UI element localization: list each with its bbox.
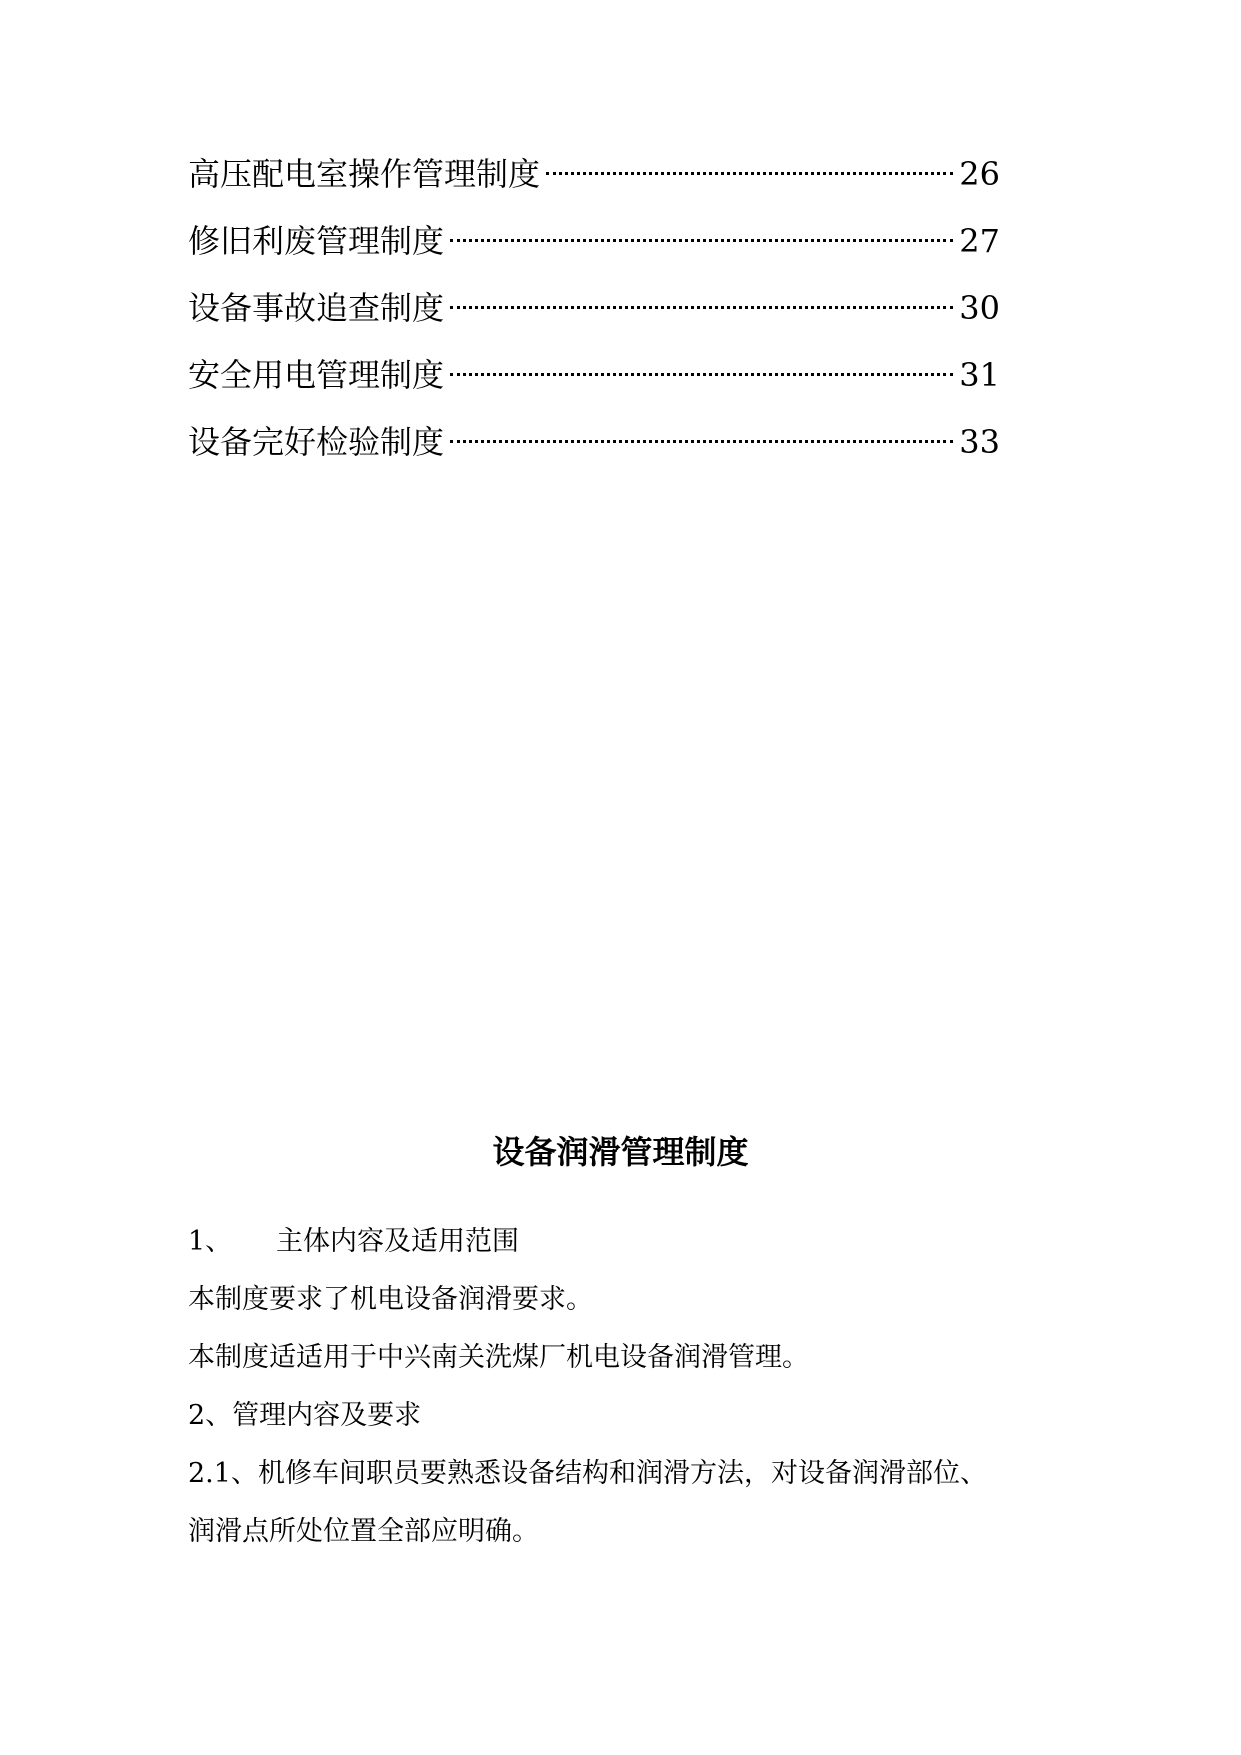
item-2-1-line: 润滑点所处位置全部应明确。 bbox=[188, 1516, 539, 1547]
toc-dot-leader bbox=[546, 172, 953, 175]
toc-entry-page: 31 bbox=[959, 356, 1000, 394]
item-2-heading: 2、管理内容及要求 bbox=[188, 1400, 422, 1431]
toc-dot-leader bbox=[450, 440, 953, 443]
item-2-1-line: 2.1、机修车间职员要熟悉设备结构和润滑方法，对设备润滑部位、 bbox=[188, 1458, 987, 1489]
toc-entry[interactable] bbox=[188, 221, 1000, 261]
toc-entry[interactable] bbox=[188, 288, 1000, 328]
toc-entry-page: 30 bbox=[959, 289, 1000, 327]
item-1 bbox=[188, 1225, 1068, 1259]
toc-entry-title: 设备完好检验制度 bbox=[188, 423, 445, 461]
toc-entry-title: 修旧利废管理制度 bbox=[188, 222, 445, 260]
toc-entry[interactable] bbox=[188, 422, 1000, 462]
toc-dot-leader bbox=[450, 239, 953, 242]
toc-entry-page: 33 bbox=[959, 423, 1000, 461]
toc-entry-page: 27 bbox=[959, 222, 1000, 260]
item-1-number: 1、 bbox=[188, 1226, 233, 1257]
toc-dot-leader bbox=[450, 373, 953, 376]
item-1-title: 主体内容及适用范围 bbox=[276, 1226, 519, 1257]
toc-entry[interactable] bbox=[188, 154, 1000, 194]
toc-entry-title: 安全用电管理制度 bbox=[188, 356, 445, 394]
paragraph: 本制度要求了机电设备润滑要求。 bbox=[188, 1284, 593, 1315]
toc-entry-page: 26 bbox=[959, 155, 1000, 193]
paragraph: 本制度适适用于中兴南关洗煤厂机电设备润滑管理。 bbox=[188, 1342, 809, 1373]
toc-dot-leader bbox=[450, 306, 953, 309]
toc-entry-title: 设备事故追查制度 bbox=[188, 289, 445, 327]
section-heading: 设备润滑管理制度 bbox=[492, 1133, 749, 1171]
toc-entry[interactable] bbox=[188, 355, 1000, 395]
toc-entry-title: 高压配电室操作管理制度 bbox=[188, 155, 541, 193]
